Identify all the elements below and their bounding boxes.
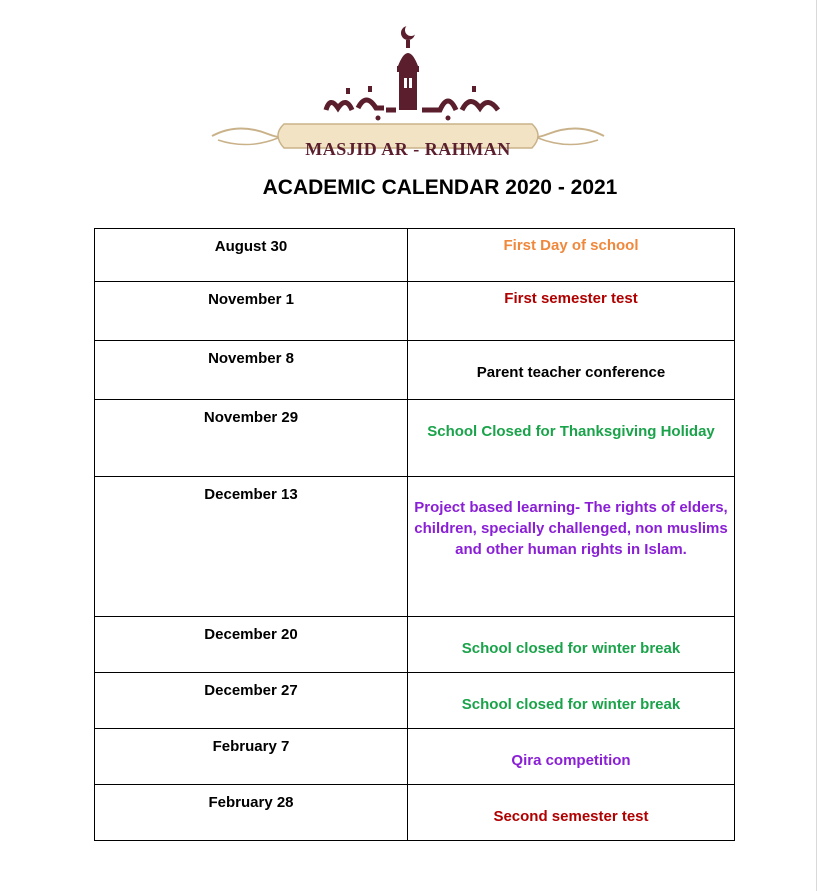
date-cell: August 30: [95, 229, 408, 282]
table-row: [95, 617, 735, 673]
event-cell: School closed for winter break: [408, 673, 735, 729]
table-row: [95, 282, 735, 341]
table-row: [95, 785, 735, 841]
table-row: [95, 341, 735, 400]
date-cell: November 1: [95, 282, 408, 341]
logo-name: MASJID AR - RAHMAN: [305, 139, 511, 159]
date-cell: December 13: [95, 477, 408, 617]
event-cell: Parent teacher conference: [408, 341, 735, 400]
mosque-logo-icon: [208, 18, 608, 158]
table-row: [95, 400, 735, 477]
date-cell: November 29: [95, 400, 408, 477]
masjid-logo: [208, 18, 608, 158]
table-row: [95, 477, 735, 617]
event-cell: Project based learning- The rights of elders, children, specially challenged, non muslims and other human rights in Islam.: [408, 477, 735, 617]
academic-calendar-table: [94, 228, 735, 841]
date-cell: February 7: [95, 729, 408, 785]
table-row: [95, 729, 735, 785]
event-cell: Second semester test: [408, 785, 735, 841]
table-row: [95, 673, 735, 729]
table-row: [95, 229, 735, 282]
event-cell: School closed for winter break: [408, 617, 735, 673]
date-cell: February 28: [95, 785, 408, 841]
event-cell: Qira competition: [408, 729, 735, 785]
page-edge: [816, 0, 817, 891]
event-cell: First Day of school: [408, 229, 735, 282]
date-cell: December 20: [95, 617, 408, 673]
date-cell: December 27: [95, 673, 408, 729]
event-cell: School Closed for Thanksgiving Holiday: [408, 400, 735, 477]
date-cell: November 8: [95, 341, 408, 400]
page-title: ACADEMIC CALENDAR 2020 - 2021: [262, 176, 618, 199]
event-cell: First semester test: [408, 282, 735, 341]
